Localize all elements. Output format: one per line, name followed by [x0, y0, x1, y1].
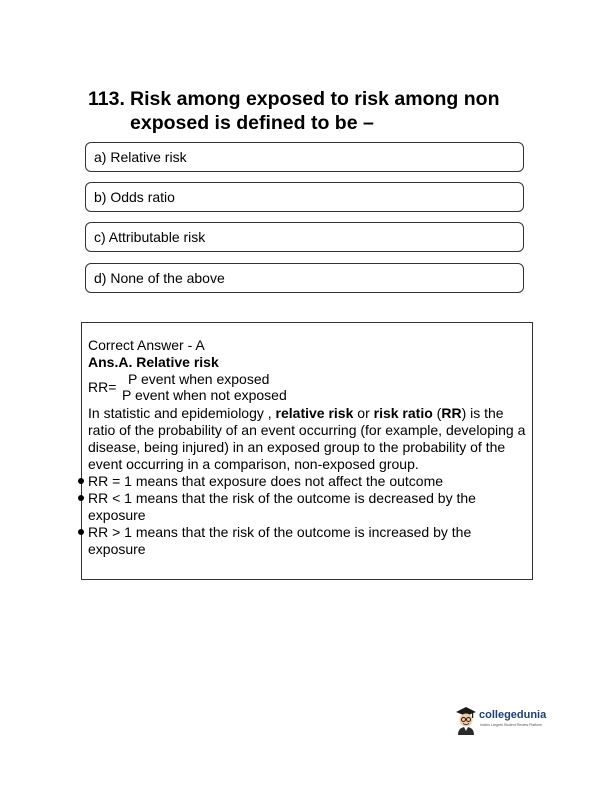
- formula-lhs: RR=: [88, 379, 117, 395]
- option-c[interactable]: c) Attributable risk: [85, 222, 524, 252]
- question-heading: [88, 87, 548, 135]
- answer-content: [88, 337, 528, 558]
- answer-title: Ans.A. Relative risk: [88, 354, 219, 370]
- bullet-icon: [78, 529, 84, 535]
- para-bold-rr: RR: [441, 405, 462, 421]
- option-b[interactable]: b) Odds ratio: [85, 182, 524, 212]
- list-item: [88, 473, 528, 490]
- option-a[interactable]: a) Relative risk: [85, 142, 524, 172]
- option-d[interactable]: d) None of the above: [85, 263, 524, 293]
- graduate-mascot-icon: [454, 705, 478, 735]
- para-text-1: In statistic and epidemiology ,: [88, 405, 276, 421]
- bullet-text-rr-equal: RR = 1 means that exposure does not affect the outcome: [88, 473, 444, 489]
- rr-formula: [88, 371, 528, 405]
- logo-tagline: India's Largest Student Review Platform: [480, 723, 543, 727]
- formula-numerator: P event when exposed: [128, 371, 270, 387]
- para-bold-relative-risk: relative risk: [275, 405, 354, 421]
- bullet-icon: [78, 495, 84, 501]
- collegedunia-logo: [454, 703, 574, 737]
- bullet-icon: [78, 478, 84, 484]
- question-number: 113.: [88, 88, 125, 110]
- formula-denominator: P event when not exposed: [122, 387, 287, 403]
- bullet-text-rr-greater: RR > 1 means that the risk of the outcome is increased by the exposure: [88, 524, 472, 557]
- para-text-2: or: [353, 405, 374, 421]
- definition-paragraph: [88, 405, 528, 473]
- rr-interpretation-list: [88, 473, 528, 558]
- para-bold-risk-ratio: risk ratio: [373, 405, 433, 421]
- list-item: [88, 524, 528, 558]
- question-text-line2: exposed is defined to be –: [130, 112, 374, 134]
- question-text-line1: Risk among exposed to risk among non: [130, 88, 500, 110]
- correct-answer-label: Correct Answer - A: [88, 337, 205, 353]
- list-item: [88, 490, 528, 524]
- para-text-4: ) is the ratio of the probability of an event occurring (for example, developing a disease, being injured) in an exposed group to the probability of the event occurring in a comparison, non-exposed group.: [88, 405, 526, 472]
- logo-brand-text: collegedunia: [479, 709, 547, 721]
- bullet-text-rr-less: RR < 1 means that the risk of the outcome is decreased by the exposure: [88, 490, 476, 523]
- answer-explanation-box: [81, 322, 533, 580]
- para-text-3: (: [432, 405, 442, 421]
